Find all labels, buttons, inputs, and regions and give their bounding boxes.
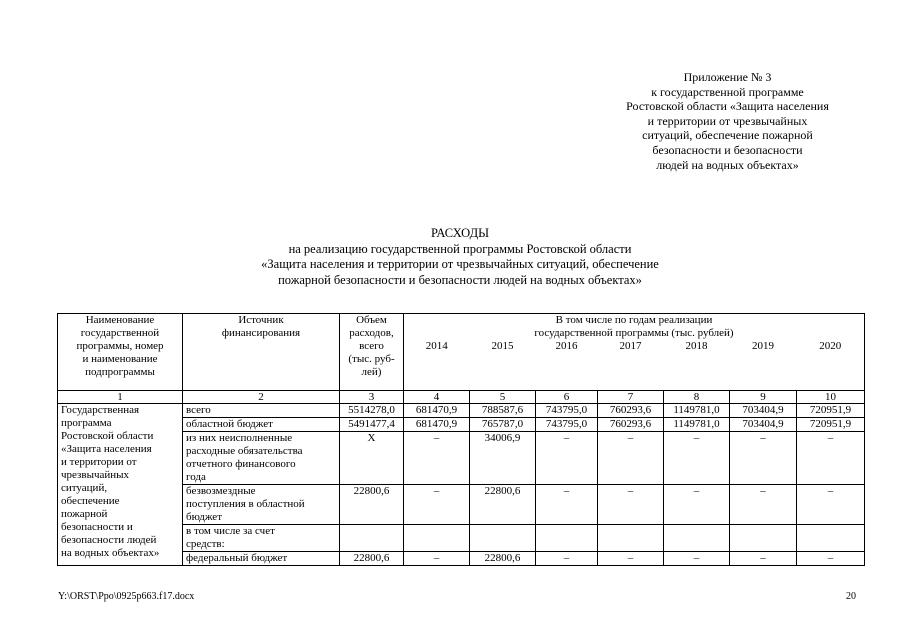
- header-total-line: всего: [359, 340, 384, 352]
- source-line: расходные обязательства: [186, 444, 303, 457]
- total-cell: 22800,6: [340, 484, 404, 524]
- year-cell: 743795,0: [536, 403, 598, 417]
- appendix-line: ситуаций, обеспечение пожарной: [642, 128, 813, 143]
- source-cell: [183, 484, 340, 524]
- year-cell: –: [404, 484, 470, 524]
- year-cell: [797, 524, 865, 551]
- appendix-line: Приложение № 3: [683, 70, 772, 84]
- year-cell: [730, 524, 797, 551]
- year-cell: –: [664, 484, 730, 524]
- appendix-line: к государственной программе: [651, 84, 804, 99]
- appendix-line: и территории от чрезвычайных: [647, 113, 808, 128]
- year-cell: 681470,9: [404, 417, 470, 431]
- header-row: [58, 314, 865, 341]
- column-number: 5: [470, 390, 536, 403]
- column-number: 1: [58, 390, 183, 403]
- source-line: года: [186, 470, 206, 483]
- header-total-line: лей): [361, 366, 382, 378]
- page-number: 20: [846, 591, 856, 602]
- source-cell: [183, 417, 340, 431]
- year-cell: [470, 524, 536, 551]
- source-line: безвозмездные: [186, 484, 256, 497]
- year-cell: –: [664, 431, 730, 484]
- source-cell: [183, 551, 340, 565]
- column-number: 4: [404, 390, 470, 403]
- footer-file-path: Y:\ORST\Ppo\0925p663.f17.docx: [58, 591, 195, 602]
- appendix-line: безопасности и безопасности: [652, 142, 803, 157]
- header-year: 2020: [797, 340, 865, 390]
- year-cell: [404, 524, 470, 551]
- header-source-line: финансирования: [221, 327, 301, 339]
- appendix-line: людей на водных объектах»: [656, 157, 799, 172]
- year-cell: [664, 524, 730, 551]
- column-number: 6: [536, 390, 598, 403]
- source-cell: [183, 431, 340, 484]
- year-cell: –: [598, 484, 664, 524]
- table-row: [58, 403, 865, 417]
- header-name-line: и наименование: [82, 353, 158, 365]
- year-cell: –: [536, 431, 598, 484]
- header-total: [340, 314, 404, 391]
- source-line: областной бюджет: [186, 417, 273, 430]
- header-year: 2018: [664, 340, 730, 390]
- year-cell: 1149781,0: [664, 417, 730, 431]
- year-cell: –: [730, 484, 797, 524]
- year-cell: 681470,9: [404, 403, 470, 417]
- program-name-cell: [58, 403, 183, 565]
- year-cell: [536, 524, 598, 551]
- header-total-line: Объем: [356, 314, 387, 326]
- header-year: 2019: [730, 340, 797, 390]
- year-cell: 760293,6: [598, 403, 664, 417]
- program-name-line: обеспечение: [61, 494, 120, 507]
- year-cell: –: [797, 551, 865, 565]
- document-subtitle-line: «Защита населения и территории от чрезвычайных ситуаций, обеспечение: [261, 257, 659, 271]
- source-line: из них неисполненные: [186, 431, 293, 444]
- year-cell: –: [598, 431, 664, 484]
- column-number: 7: [598, 390, 664, 403]
- source-line: всего: [186, 403, 211, 416]
- year-cell: 703404,9: [730, 403, 797, 417]
- column-number: 9: [730, 390, 797, 403]
- total-cell: Х: [340, 431, 404, 484]
- year-cell: 1149781,0: [664, 403, 730, 417]
- appendix-note: [590, 70, 865, 172]
- header-year: 2017: [598, 340, 664, 390]
- program-name-line: «Защита населения: [61, 442, 152, 455]
- year-cell: –: [664, 551, 730, 565]
- year-cell: –: [797, 484, 865, 524]
- header-name-line: программы, номер: [76, 340, 164, 352]
- document-title: РАСХОДЫ: [431, 226, 489, 240]
- header-name-line: Наименование: [85, 314, 155, 326]
- program-name-line: программа: [61, 416, 112, 429]
- column-number: 8: [664, 390, 730, 403]
- source-line: бюджет: [186, 510, 222, 523]
- column-number: 10: [797, 390, 865, 403]
- document-subtitle-line: на реализацию государственной программы Ростовской области: [288, 241, 632, 256]
- year-cell: 703404,9: [730, 417, 797, 431]
- year-cell: 720951,9: [797, 403, 865, 417]
- header-source: [183, 314, 340, 391]
- year-cell: –: [797, 431, 865, 484]
- header-year: 2014: [404, 340, 470, 390]
- year-cell: –: [404, 551, 470, 565]
- program-name-line: чрезвычайных: [61, 468, 130, 481]
- total-cell: 5491477,4: [340, 417, 404, 431]
- source-cell: [183, 524, 340, 551]
- year-cell: –: [730, 431, 797, 484]
- program-name-line: Ростовской области: [61, 429, 154, 442]
- year-cell: 788587,6: [470, 403, 536, 417]
- header-name: [58, 314, 183, 391]
- header-name-line: подпрограммы: [85, 366, 155, 378]
- source-line: поступления в областной: [186, 497, 305, 510]
- program-name-line: Государственная: [61, 403, 140, 416]
- expenses-table: [57, 313, 865, 566]
- program-name-line: безопасности и: [61, 520, 133, 533]
- program-name-line: и территории от: [61, 455, 137, 468]
- appendix-line: Ростовской области «Защита населения: [626, 99, 829, 114]
- source-line: федеральный бюджет: [186, 551, 288, 564]
- year-cell: –: [598, 551, 664, 565]
- year-cell: 34006,9: [470, 431, 536, 484]
- year-cell: 22800,6: [470, 551, 536, 565]
- year-cell: –: [536, 484, 598, 524]
- total-cell: 22800,6: [340, 551, 404, 565]
- year-cell: 765787,0: [470, 417, 536, 431]
- header-year: 2015: [470, 340, 536, 390]
- document-subtitle-line: пожарной безопасности и безопасности людей на водных объектах»: [278, 272, 642, 287]
- document-heading: [200, 226, 720, 288]
- year-cell: –: [404, 431, 470, 484]
- total-cell: [340, 524, 404, 551]
- header-year: 2016: [536, 340, 598, 390]
- header-source-line: Источник: [238, 314, 284, 326]
- program-name-line: пожарной: [61, 507, 108, 520]
- source-line: в том числе за счет: [186, 524, 275, 537]
- year-cell: –: [536, 551, 598, 565]
- source-cell: [183, 403, 340, 417]
- source-line: отчетного финансового: [186, 457, 296, 470]
- header-total-line: расходов,: [349, 327, 394, 339]
- column-number: 2: [183, 390, 340, 403]
- total-cell: 5514278,0: [340, 403, 404, 417]
- year-cell: 760293,6: [598, 417, 664, 431]
- column-number: 3: [340, 390, 404, 403]
- header-name-line: государственной: [80, 327, 160, 339]
- header-total-line: (тыс. руб-: [348, 353, 395, 365]
- program-name-line: ситуаций,: [61, 481, 108, 494]
- program-name-line: безопасности людей: [61, 533, 157, 546]
- program-name-line: на водных объектах»: [61, 546, 160, 559]
- year-cell: [598, 524, 664, 551]
- header-years-group: [404, 314, 865, 341]
- column-numbers-row: [58, 390, 865, 403]
- year-cell: 720951,9: [797, 417, 865, 431]
- header-years-group-line: государственной программы (тыс. рублей): [534, 327, 734, 339]
- header-years-group-line: В том числе по годам реализации: [555, 314, 713, 326]
- year-cell: 743795,0: [536, 417, 598, 431]
- year-cell: –: [730, 551, 797, 565]
- year-cell: 22800,6: [470, 484, 536, 524]
- source-line: средств:: [186, 537, 225, 550]
